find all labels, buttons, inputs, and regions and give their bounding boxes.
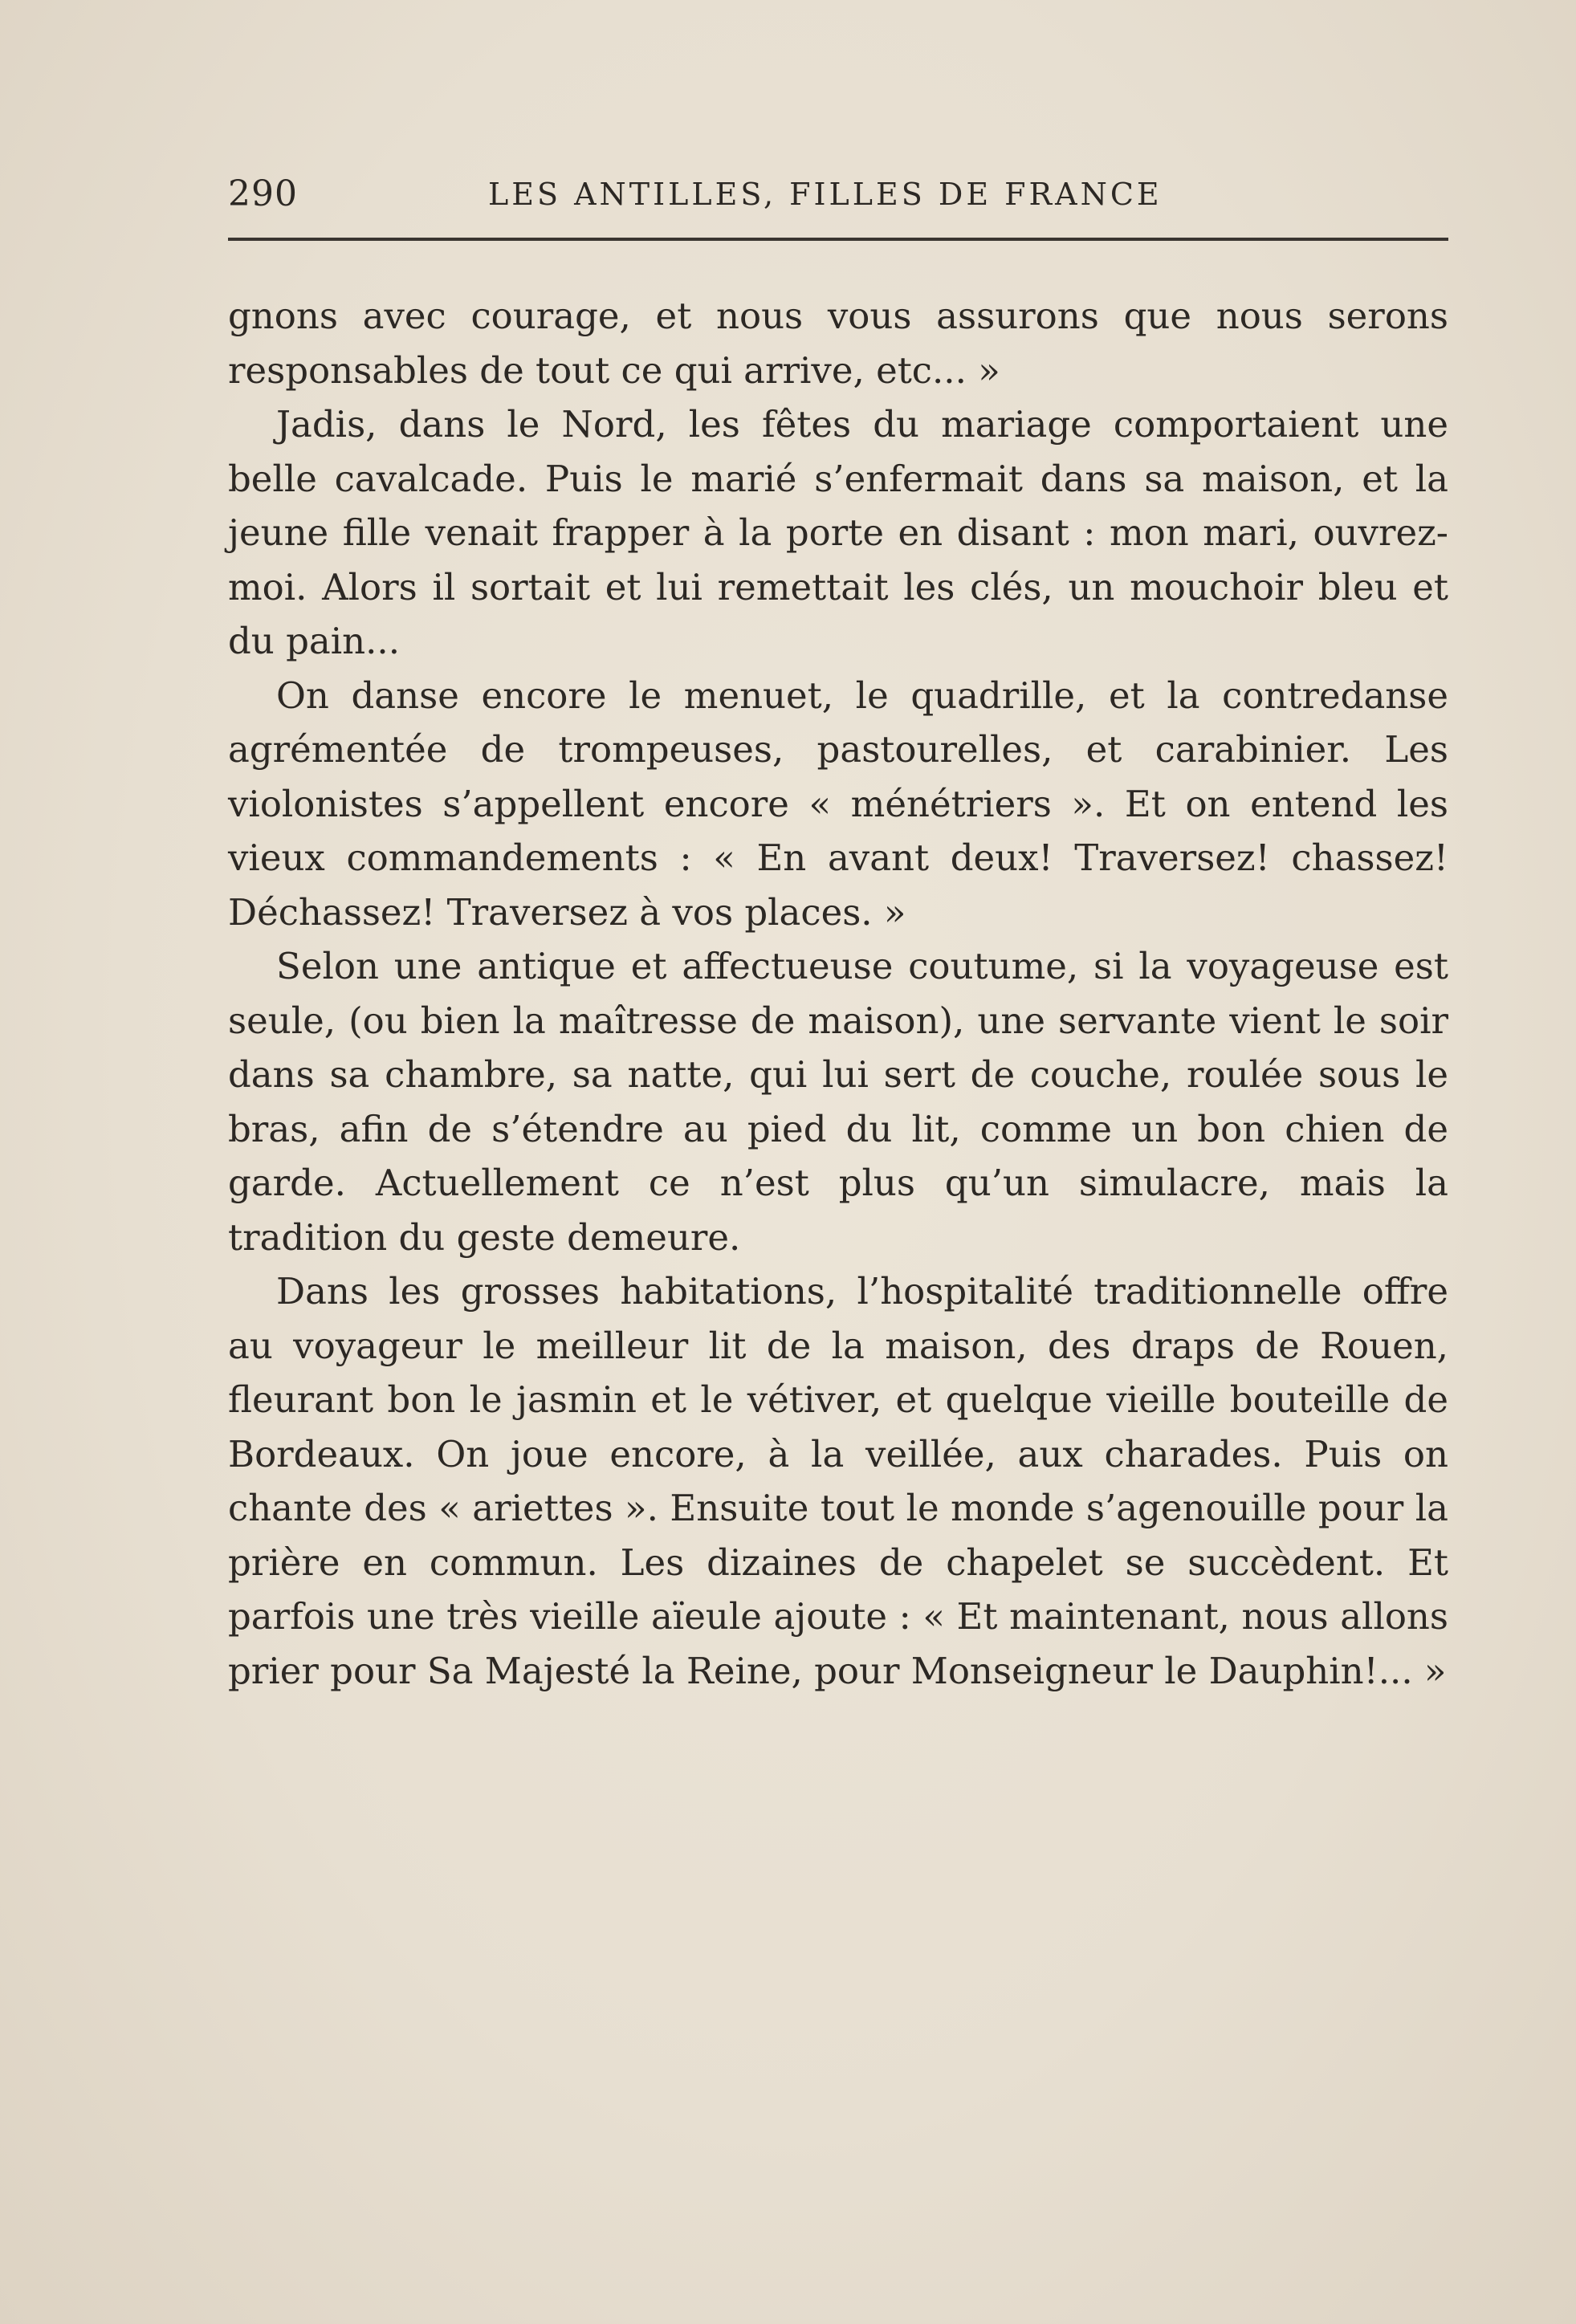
body-text (228, 289, 1448, 1698)
paragraph-dances: On danse encore le menuet, le quadrille, et la contredanse agrémentée de trompeuses, pastourelles, et carabinier. Les violonistes s’appellent encore « ménétriers ». Et on entend les vieux commandements : « En avant deux! Traversez! chassez! Déchassez! Traversez à vos places. » (228, 674, 1448, 934)
paragraph-custom: Selon une antique et affectueuse coutume, si la voyageuse est seule, (ou bien la maîtresse de maison), une servante vient le soir dans sa chambre, sa natte, qui lui sert de couche, roulée sous le bras, afin de s’étendre au pied du lit, comme un bon chien de garde. Actuellement ce n’est plus qu’un simulacre, mais la tradition du geste demeure. (228, 945, 1448, 1259)
page-header (228, 170, 1448, 218)
paragraph-wedding: Jadis, dans le Nord, les fêtes du mariage comportaient une belle cavalcade. Puis le marié s’enfermait dans sa maison, et la jeune fille venait frapper à la porte en disant : mon mari, ouvrez-moi. Alors il sortait et lui remettait les clés, un mouchoir bleu et du pain... (228, 403, 1448, 662)
paragraph-continued: gnons avec courage, et nous vous assurons que nous serons responsables de tout ce qui arrive, etc... » (228, 295, 1448, 392)
header-rule (228, 238, 1448, 241)
page-number: 290 (228, 173, 298, 214)
paragraph-hospitality: Dans les grosses habitations, l’hospitalité traditionnelle offre au voyageur le meilleur lit de la maison, des draps de Rouen, fleurant bon le jasmin et le vétiver, et quelque vieille bouteille de Bordeaux. On joue encore, à la veillée, aux charades. Puis on chante des « ariettes ». Ensuite tout le monde s’agenouille pour la prière en commun. Les dizaines de chapelet se succèdent. Et parfois une très vieille aïeule ajoute : « Et maintenant, nous allons prier pour Sa Majesté la Reine, pour Monseigneur le Dauphin!... » (228, 1270, 1448, 1692)
running-title: LES ANTILLES, FILLES DE FRANCE (488, 177, 1163, 212)
